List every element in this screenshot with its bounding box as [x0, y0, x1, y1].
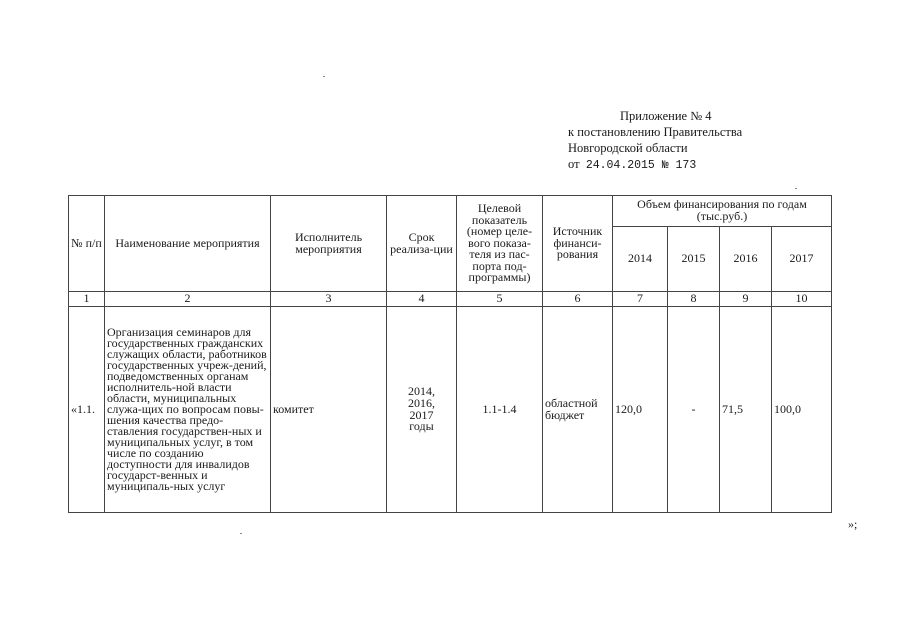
- column-number: 9: [720, 292, 772, 307]
- header-name: Наименование мероприятия: [105, 196, 271, 292]
- column-number: 5: [457, 292, 543, 307]
- row-number: «1.1.: [69, 307, 105, 513]
- header-indicator: Целевой показатель (номер целе-вого показа-теля из пас-порта под-программы): [457, 196, 543, 292]
- value-2016: 71,5: [720, 307, 772, 513]
- date-line: [568, 156, 742, 174]
- appendix-title: Приложение № 4: [620, 109, 712, 123]
- column-number: 1: [69, 292, 105, 307]
- executor-cell: комитет: [271, 307, 387, 513]
- value-2017: 100,0: [772, 307, 832, 513]
- date-value: 24.04.2015 № 173: [585, 159, 697, 172]
- header-funding: Объем финансирования по годам (тыс.руб.): [613, 196, 832, 227]
- column-number: 4: [387, 292, 457, 307]
- header-year-2014: 2014: [613, 227, 668, 292]
- source-cell: областной бюджет: [543, 307, 613, 513]
- header-term: Срок реализа-ции: [387, 196, 457, 292]
- header-executor: Исполнитель мероприятия: [271, 196, 387, 292]
- scan-speck: [240, 533, 242, 534]
- table-row: [69, 307, 832, 513]
- activities-table: [68, 195, 832, 513]
- appendix-header: [568, 108, 742, 174]
- column-number: 3: [271, 292, 387, 307]
- header-num: № п/п: [69, 196, 105, 292]
- activity-name: Организация семинаров для государственных гражданских служащих области, работников государственных учреж-дений, подведомственных органам исполнитель-ной власти области, муниципальных служа-щих по вопросам повы-шения качества предо-ставления государствен-ных и муниципальных услуг, в том числе по созданию доступности для инвалидов государст-венных и муниципаль-ных услуг: [105, 307, 271, 513]
- header-year-2016: 2016: [720, 227, 772, 292]
- region-line: Новгородской области: [568, 141, 688, 155]
- header-year-2015: 2015: [668, 227, 720, 292]
- column-number: 10: [772, 292, 832, 307]
- resolution-line: к постановлению Правительства: [568, 125, 743, 139]
- column-number: 6: [543, 292, 613, 307]
- header-year-2017: 2017: [772, 227, 832, 292]
- closing-quote: »;: [848, 517, 858, 531]
- column-number: 2: [105, 292, 271, 307]
- header-source: Источник финанси-рования: [543, 196, 613, 292]
- term-cell: 2014, 2016, 2017 годы: [387, 307, 457, 513]
- value-2014: 120,0: [613, 307, 668, 513]
- date-prefix: от: [568, 157, 580, 171]
- column-number: 7: [613, 292, 668, 307]
- indicator-cell: 1.1-1.4: [457, 307, 543, 513]
- value-2015: -: [668, 307, 720, 513]
- scan-speck: [795, 188, 797, 189]
- column-number: 8: [668, 292, 720, 307]
- column-number-row: [69, 292, 832, 307]
- scan-speck: [323, 76, 325, 77]
